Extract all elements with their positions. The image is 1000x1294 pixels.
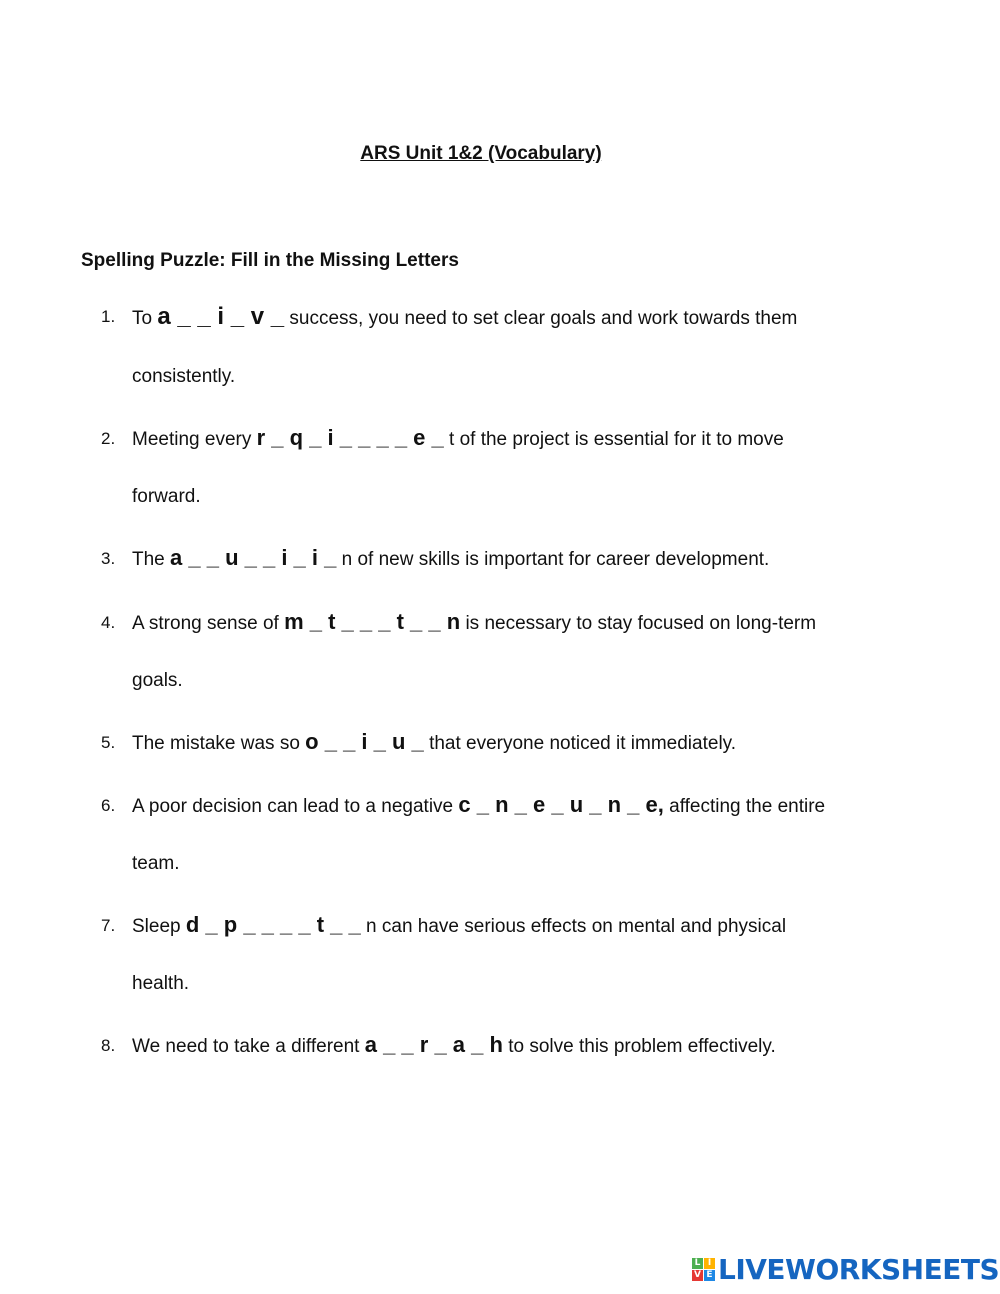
question-continuation: goals. <box>132 670 183 691</box>
missing-letters-blank[interactable]: a _ _ i _ v _ <box>157 303 285 330</box>
question-number: 4. <box>101 613 116 632</box>
logo-text: LIVEWORKSHEETS <box>718 1252 1000 1286</box>
liveworksheets-logo <box>692 1253 999 1285</box>
question-continuation: health. <box>132 973 190 994</box>
logo-icon <box>692 1258 715 1281</box>
question-text-before: To <box>132 308 158 329</box>
question-text-before: We need to take a different <box>132 1036 365 1057</box>
question-number: 7. <box>101 916 116 935</box>
question-continuation: forward. <box>132 486 201 507</box>
missing-letters-blank[interactable]: o _ _ i _ u _ <box>305 729 424 754</box>
question-text-after: success, you need to set clear goals and work towards them <box>289 308 798 329</box>
question-text-before: Sleep <box>132 916 186 937</box>
question-text-after: to solve this problem effectively. <box>508 1036 776 1057</box>
question-text-after: that everyone noticed it immediately. <box>429 733 737 754</box>
question-text-before: The mistake was so <box>132 733 306 754</box>
question-continuation: team. <box>132 853 180 874</box>
question-text-after: n of new skills is important for career development. <box>341 549 770 570</box>
missing-letters-blank[interactable]: c _ n _ e _ u _ n _ e, <box>458 792 664 817</box>
question-text-before: A poor decision can lead to a negative <box>132 796 459 817</box>
question-number: 1. <box>101 307 116 326</box>
missing-letters-blank[interactable]: a _ _ u _ _ i _ i _ <box>170 545 337 570</box>
missing-letters-blank[interactable]: r _ q _ i _ _ _ _ e _ <box>256 425 444 450</box>
question-number: 6. <box>101 796 116 815</box>
missing-letters-blank[interactable]: d _ p _ _ _ _ t _ _ <box>185 912 361 937</box>
question-text-before: Meeting every <box>132 429 257 450</box>
section-heading: Spelling Puzzle: Fill in the Missing Letters <box>81 250 459 271</box>
page-title: ARS Unit 1&2 (Vocabulary) <box>360 143 602 164</box>
question-text-after: affecting the entire <box>669 796 826 817</box>
logo-icon-i: I <box>704 1258 715 1269</box>
question-text-after: is necessary to stay focused on long-term <box>465 613 817 634</box>
question-text-before: The <box>132 549 171 570</box>
logo-icon-v: V <box>692 1270 703 1281</box>
question-text-after: t of the project is essential for it to move <box>449 429 784 450</box>
question-continuation: consistently. <box>132 366 236 387</box>
question-number: 2. <box>101 429 116 448</box>
logo-icon-l: L <box>692 1258 703 1269</box>
question-number: 8. <box>101 1036 116 1055</box>
question-number: 5. <box>101 733 116 752</box>
logo-icon-e: E <box>704 1270 715 1281</box>
missing-letters-blank[interactable]: m _ t _ _ _ t _ _ n <box>284 609 461 634</box>
question-text-after: n can have serious effects on mental and physical <box>366 916 787 937</box>
missing-letters-blank[interactable]: a _ _ r _ a _ h <box>364 1032 503 1057</box>
question-number: 3. <box>101 549 116 568</box>
question-text-before: A strong sense of <box>132 613 285 634</box>
